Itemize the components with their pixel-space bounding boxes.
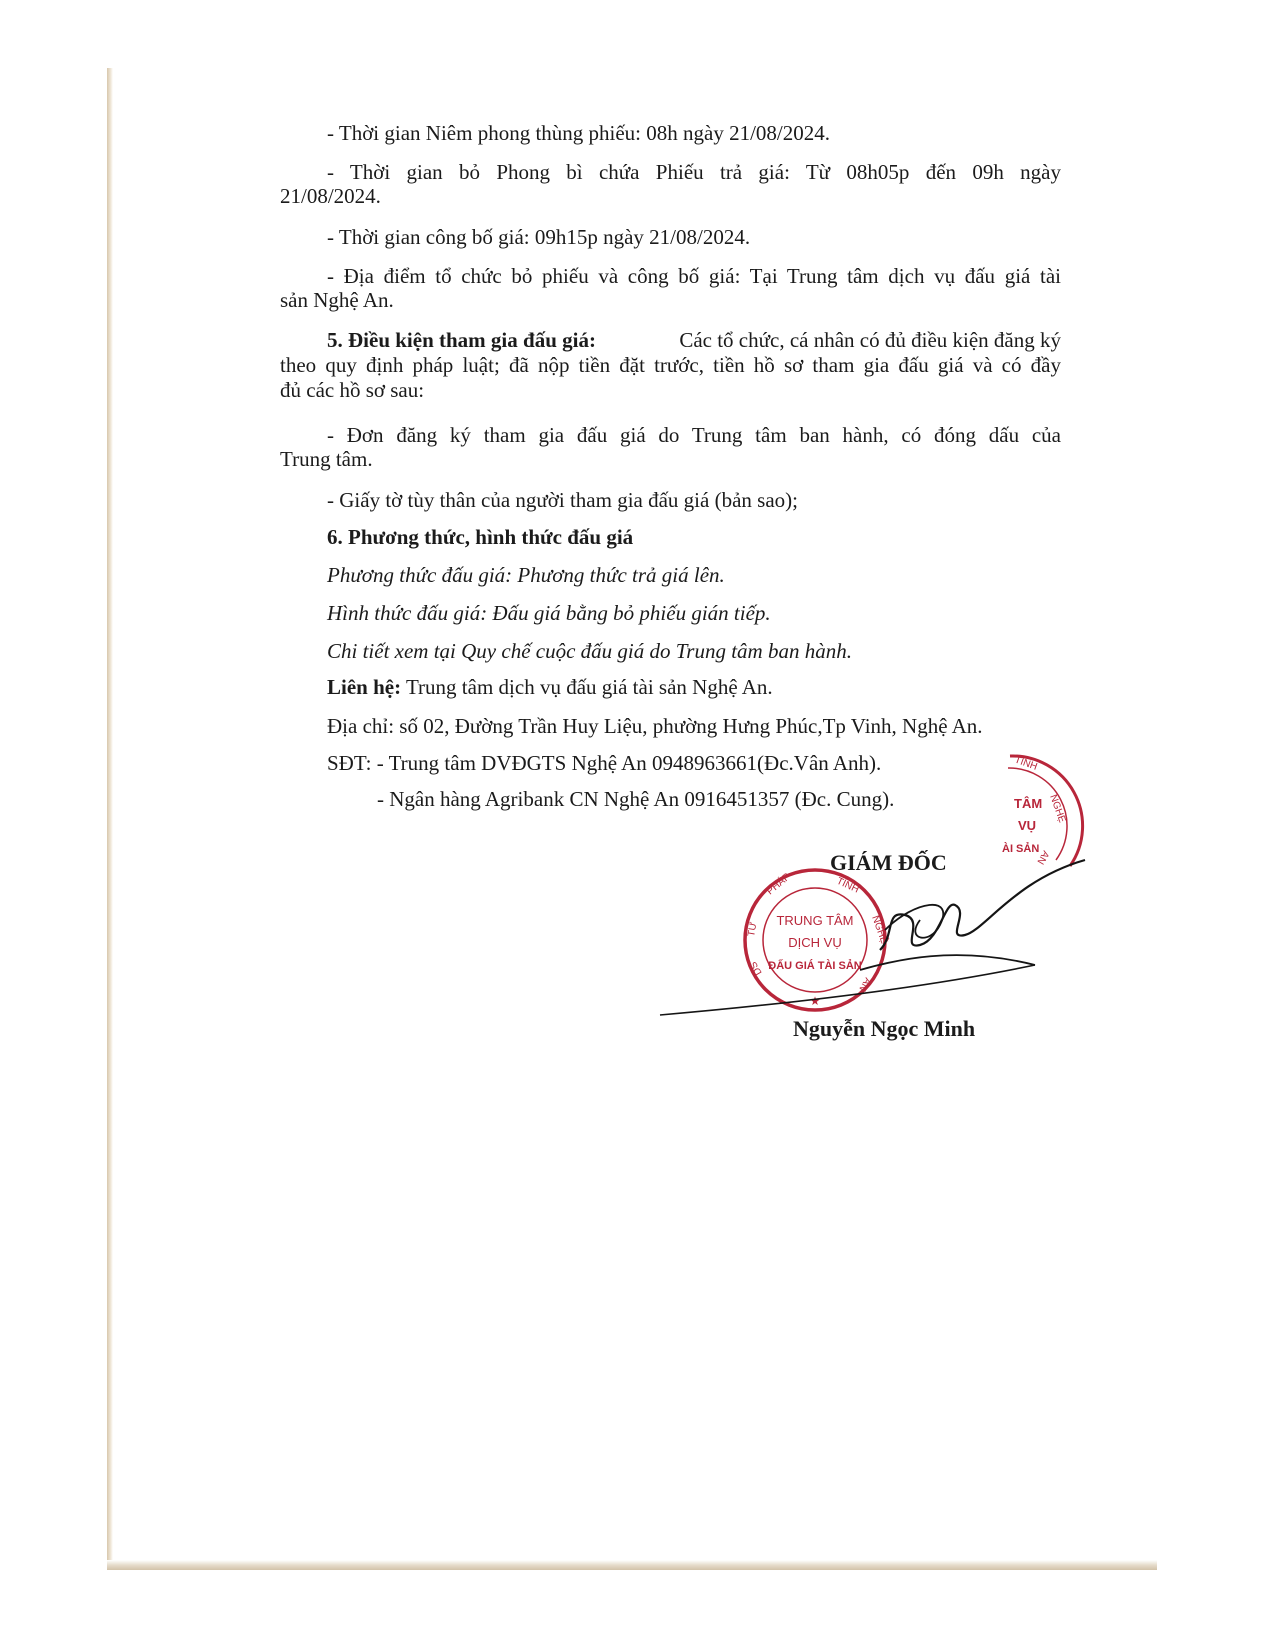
seal-inner-text: DỊCH VỤ xyxy=(788,935,842,950)
text-line: Chi tiết xem tại Quy chế cuộc đấu giá do Trung tâm ban hành. xyxy=(327,639,852,663)
signature-stroke xyxy=(880,860,1085,950)
text-line: - Địa điểm tổ chức bỏ phiếu và công bố giá: Tại Trung tâm dịch vụ đấu giá tài xyxy=(327,264,1061,288)
edge-seal-text: VỤ xyxy=(1018,818,1037,833)
seal-outer-text: NGHỆ xyxy=(869,914,890,946)
edge-seal-text: ÀI SẢN xyxy=(1002,843,1040,855)
seal-star-icon: ★ xyxy=(809,994,821,1008)
seal-inner-text: ĐẤU GIÁ TÀI SẢN xyxy=(768,960,862,972)
section-5-text: Các tổ chức, cá nhân có đủ điều kiện đăng ký xyxy=(679,328,1061,352)
phone-line: - Ngân hàng Agribank CN Nghệ An 0916451357 (Đc. Cung). xyxy=(377,787,895,811)
seal-outer-text: PHÁP xyxy=(764,871,793,898)
text-line: Hình thức đấu giá: Đấu giá bằng bỏ phiếu gián tiếp. xyxy=(327,601,771,625)
address-line: Địa chỉ: số 02, Đường Trần Huy Liệu, phường Hưng Phúc,Tp Vinh, Nghệ An. xyxy=(327,714,983,738)
text-line: Phương thức đấu giá: Phương thức trả giá lên. xyxy=(327,563,725,587)
section-5-heading: 5. Điều kiện tham gia đấu giá: xyxy=(327,328,596,352)
text-line: - Thời gian Niêm phong thùng phiếu: 08h ngày 21/08/2024. xyxy=(327,121,831,145)
seal-inner-text: TRUNG TÂM xyxy=(776,913,854,928)
section-6-heading: 6. Phương thức, hình thức đấu giá xyxy=(327,525,634,549)
edge-seal-text: NGHỆ xyxy=(1047,793,1068,825)
seal-outer-text: TỈNH xyxy=(834,875,861,896)
scan-edge-bottom xyxy=(107,1560,1157,1570)
text-line: - Thời gian công bố giá: 09h15p ngày 21/08/2024. xyxy=(327,225,751,249)
handwritten-signature xyxy=(655,840,1075,1000)
text-line: - Thời gian bỏ Phong bì chứa Phiếu trả giá: Từ 08h05p đến 09h ngày xyxy=(327,160,1061,184)
phone-line: SĐT: - Trung tâm DVĐGTS Nghệ An 0948963661(Đc.Vân Anh). xyxy=(327,751,882,775)
contact-line xyxy=(327,674,773,700)
signature-stroke xyxy=(885,905,943,938)
text-line: 21/08/2024. xyxy=(280,184,381,208)
section-5-heading-line xyxy=(327,327,1061,353)
edge-seal-text: TỈNH xyxy=(1012,754,1039,773)
text-line: theo quy định pháp luật; đã nộp tiền đặt trước, tiền hồ sơ tham gia đấu giá và có đầy xyxy=(280,353,1061,377)
text-line: Trung tâm. xyxy=(280,447,373,471)
contact-label: Liên hệ: xyxy=(327,675,402,699)
text-line: sản Nghệ An. xyxy=(280,288,394,312)
text-line: - Đơn đăng ký tham gia đấu giá do Trung tâm ban hành, có đóng dấu của xyxy=(327,423,1061,447)
signer-name: Nguyễn Ngọc Minh xyxy=(793,1016,976,1041)
signature-title: GIÁM ĐỐC xyxy=(830,850,947,875)
seal-outer-text: DS xyxy=(748,959,765,977)
edge-seal-text: TÂM xyxy=(1014,796,1043,811)
edge-seal-text: AN xyxy=(1034,848,1051,867)
signature-stroke xyxy=(860,955,1035,970)
seal-outer-text: TƯ xyxy=(746,921,760,938)
contact-value: Trung tâm dịch vụ đấu giá tài sản Nghệ An. xyxy=(405,675,773,699)
text-line: đủ các hồ sơ sau: xyxy=(280,378,425,402)
text-line: - Giấy tờ tùy thân của người tham gia đấu giá (bản sao); xyxy=(327,488,798,512)
seal-outer-text: AN xyxy=(856,975,873,994)
